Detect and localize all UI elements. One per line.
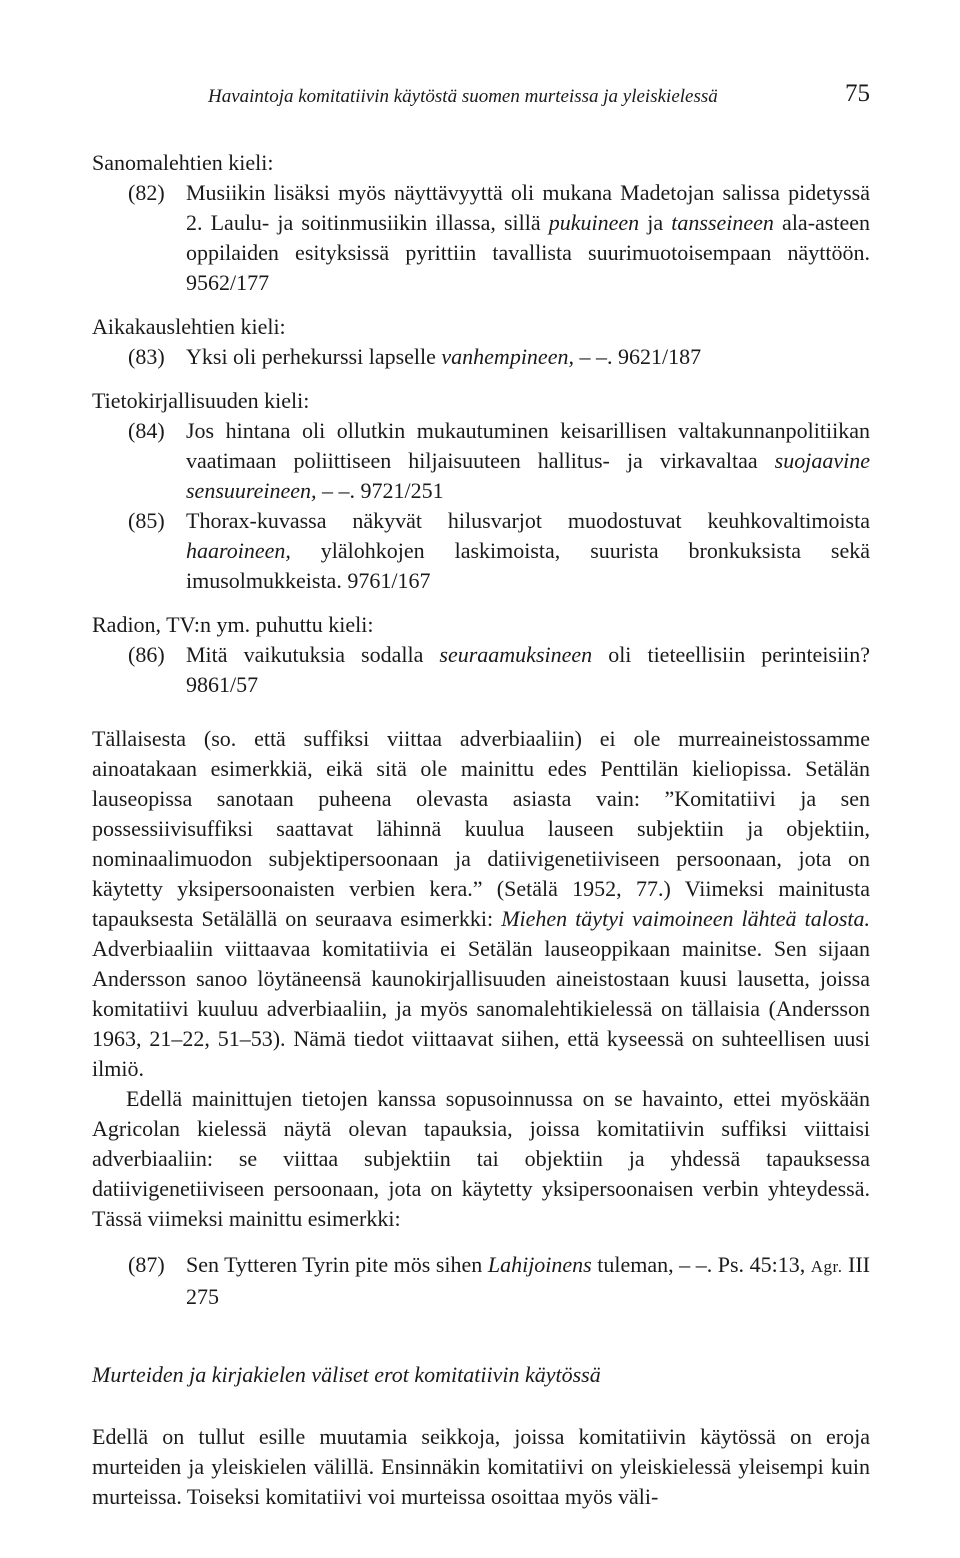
running-header	[92, 80, 870, 116]
example-text: Sen Tytteren Tyrin pite mös sihen Lahijoinens tuleman, – –. Ps. 45:13, Agr. III 275	[186, 1252, 870, 1309]
section-heading: Murteiden ja kirjakielen väliset erot komitatiivin käytössä	[92, 1362, 601, 1387]
section-newspaper-language	[92, 148, 870, 298]
paragraph-3: Edellä on tullut esille muutamia seikkoja, joissa komitatiivin käytössä on eroja murteiden ja yleiskielen välillä. Ensinnäkin komitatiivi on yleiskielessä yleisempi kuin murteissa. Toiseksi komitatiivi voi murteissa osoittaa myös väli-	[92, 1424, 870, 1509]
example-text: Mitä vaikutuksia sodalla seuraamuksineen oli tieteellisiin perinteisiin? 9861/57	[186, 642, 870, 697]
example-84	[92, 416, 870, 506]
example-82	[92, 178, 870, 298]
section-broadcast-language	[92, 610, 870, 700]
example-number: (82)	[128, 180, 165, 205]
example-86	[92, 640, 870, 700]
example-text: Yksi oli perhekurssi lapselle vanhempineen, – –. 9621/187	[186, 344, 702, 369]
example-number: (87)	[128, 1252, 165, 1277]
example-text: Musiikin lisäksi myös näyttävyyttä oli mukana Madetojan salissa pidetyssä 2. Laulu- ja soitinmusiikin illassa, sillä pukuineen ja tansseineen ala-asteen oppilaiden esityksissä pyrittiin tavallista suurimuotoisempaan näyttöön. 9562/177	[186, 180, 870, 295]
section-label: Sanomalehtien kieli:	[92, 150, 274, 175]
example-number: (84)	[128, 418, 165, 443]
section-nonfiction-language	[92, 386, 870, 596]
example-text: Jos hintana oli ollutkin mukautuminen keisarillisen valtakunnanpolitiikan vaatimaan poliittiseen hiljaisuuteen hallitus- ja virkavaltaa suojaavine sensuureineen, – –. 9721/251	[186, 418, 870, 503]
example-83	[92, 342, 870, 372]
example-number: (83)	[128, 344, 165, 369]
section-label: Aikakauslehtien kieli:	[92, 314, 286, 339]
page-body	[92, 148, 870, 1512]
running-title: Havaintoja komitatiivin käytöstä suomen murteissa ja yleiskielessä	[208, 86, 718, 107]
paragraph-1: Tällaisesta (so. että suffiksi viittaa adverbiaaliin) ei ole murreaineistossamme ainoatakaan esimerkkiä, eikä sitä ole mainittu edes Penttilän kieliopissa. Setälän lauseopissa sanotaan puheena olevasta asiasta vain: ”Komitatiivi ja sen possessiivisuffiksi saattavat lähinnä kuulua lauseen subjektiin ja objektiin, nominaalimuodon subjektipersoonaan ja datiivigenetiiviseen persoonaan, jota on käytetty yksipersoonaisten verbien kera.” (Setälä 1952, 77.) Viimeksi mainitusta tapauksesta Setälällä on seuraava esimerkki: Miehen täytyi vaimoineen lähteä talosta. Adverbiaaliin viittaavaa komitatiivia ei Setälän lauseoppikaan mainitse. Sen sijaan Andersson sanoo löytäneensä kaunokirjallisuuden aineistostaan kuusi lausetta, joissa komitatiivi kuuluu adverbiaaliin, ja myös sanomalehtikielessä on tällaisia (Andersson 1963, 21–22, 51–53). Nämä tiedot viittaavat siihen, että kyseessä on suhteellisen uusi ilmiö.	[92, 726, 870, 1081]
paragraph-2: Edellä mainittujen tietojen kanssa sopusoinnussa on se havainto, ettei myöskään Agricolan kielessä näytä olevan tapauksia, joissa komitatiivin suffiksi viittaisi adverbiaaliin: se viittaa subjektiin tai objektiin ja yhdessä tapauksessa datiivigenetiiviseen persoonaan, jota on käytetty yksipersoonaisen verbin yhteydessä. Tässä viimeksi mainittu esimerkki:	[92, 1086, 870, 1231]
example-number: (85)	[128, 508, 165, 533]
example-number: (86)	[128, 642, 165, 667]
section-magazine-language	[92, 312, 870, 372]
example-text: Thorax-kuvassa näkyvät hilusvarjot muodostuvat keuhkovaltimoista haaroineen, ylälohkojen laskimoista, suurista bronkuksista sekä imusolmukkeista. 9761/167	[186, 508, 870, 593]
section-label: Radion, TV:n ym. puhuttu kieli:	[92, 612, 374, 637]
section-label: Tietokirjallisuuden kieli:	[92, 388, 310, 413]
example-85	[92, 506, 870, 596]
example-87	[92, 1250, 870, 1312]
page-number: 75	[845, 80, 870, 107]
